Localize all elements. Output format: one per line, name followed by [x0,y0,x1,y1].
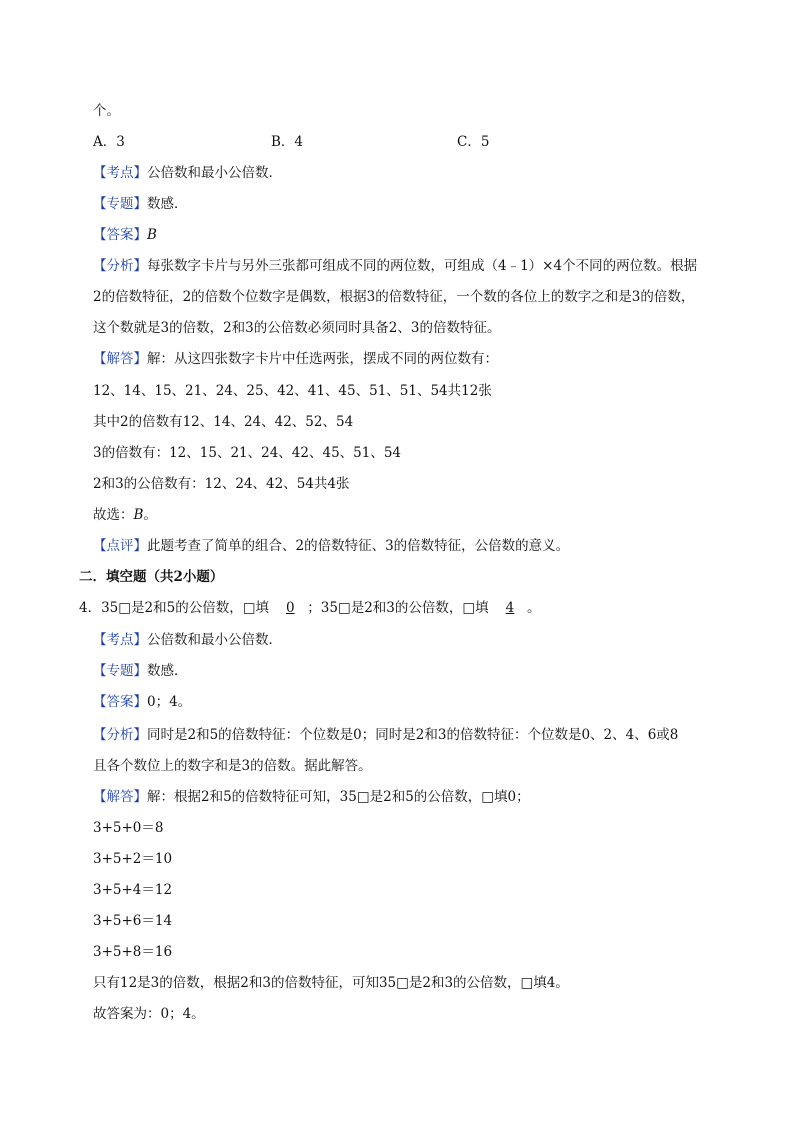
fenxi-tag: 【分析】 [93,258,147,274]
zhuanti-tag: 【专题】 [93,663,147,679]
q3-daan [93,225,157,245]
q3-fenxi-line-2: 2的倍数特征，2的倍数个位数字是偶数，根据3的倍数特征，一个数的各位上的数字之和是3的倍数， [93,289,695,305]
q3-jieda [93,349,498,369]
q4-stem-a: 4．35□是2和5的公倍数，□填 [79,600,269,616]
equation-2: 3+5+2＝10 [93,851,173,867]
q4-conclusion: 只有12是3的倍数，根据2和3的倍数特征，可知35□是2和3的公倍数，□填4。 [93,975,569,991]
q3-zhuanti [93,194,188,214]
jieda-tag: 【解答】 [93,351,147,367]
q4-blank-1: 0 [285,600,295,616]
equation-1: 3+5+0＝8 [93,820,164,836]
daan-text: B [147,227,157,243]
q4-fenxi-line-2: 且各个数位上的数字和是3的倍数。据此解答。 [93,758,372,774]
q3-jieda-line-1: 12、14、15、21、24、25、42、41、45、51、51、54共12张 [93,383,492,399]
q3-options [93,132,489,152]
daan-text: 0；4。 [147,694,192,710]
equation-5: 3+5+8＝16 [93,944,173,960]
dianping-text: 此题考查了简单的组合、2的倍数特征、3的倍数特征，公倍数的意义。 [147,538,570,554]
q3-fenxi-line-3: 这个数就是3的倍数，2和3的公倍数必须同时具备2、3的倍数特征。 [93,320,501,336]
q4-jieda [93,787,530,807]
q4-stem [79,598,540,618]
q3-lead: 个。 [93,103,120,119]
q3-kaodian [93,163,282,183]
guxuan-answer: B [133,507,144,523]
kaodian-tag: 【考点】 [93,165,147,181]
option-a: A．3 [93,134,125,150]
q3-jieda-line-2: 其中2的倍数有12、14、24、42、52、54 [93,414,354,430]
jieda-text: 解：从这四张数字卡片中任选两张，摆成不同的两位数有： [147,351,498,367]
zhuanti-text: 数感． [147,663,188,679]
q4-final-answer: 故答案为：0；4。 [93,1006,205,1022]
jieda-text: 解：根据2和5的倍数特征可知，35□是2和5的公倍数，□填0； [147,789,530,805]
daan-tag: 【答案】 [93,694,147,710]
q3-guxuan [93,505,157,525]
dianping-tag: 【点评】 [93,538,147,554]
q4-kaodian [93,630,282,650]
q4-stem-c: 。 [526,600,541,616]
jieda-tag: 【解答】 [93,789,147,805]
q4-daan [93,692,191,712]
zhuanti-tag: 【专题】 [93,196,147,212]
q4-blank-2: 4 [505,600,515,616]
kaodian-text: 公倍数和最小公倍数． [147,165,282,181]
kaodian-tag: 【考点】 [93,632,147,648]
fenxi-text: 同时是2和5的倍数特征：个位数是0；同时是2和3的倍数特征：个位数是0、2、4、6或8 [147,727,679,743]
q4-fenxi-line-1 [93,725,678,745]
zhuanti-text: 数感． [147,196,188,212]
q4-stem-b: ；35□是2和3的公倍数，□填 [307,600,489,616]
guxuan-prefix: 故选： [93,507,134,523]
q4-zhuanti [93,661,188,681]
section-heading: 二．填空题（共2小题） [79,569,224,585]
equation-3: 3+5+4＝12 [93,882,173,898]
fenxi-text: 每张数字卡片与另外三张都可组成不同的两位数，可组成（4﹣1）×4个不同的两位数。根据 [147,258,698,274]
q3-jieda-line-3: 3的倍数有：12、15、21、24、42、45、51、54 [93,445,402,461]
kaodian-text: 公倍数和最小公倍数． [147,632,282,648]
fenxi-tag: 【分析】 [93,727,147,743]
daan-tag: 【答案】 [93,227,147,243]
q3-fenxi-line-1 [93,256,697,276]
option-b: B．4 [271,134,304,150]
equation-4: 3+5+6＝14 [93,913,173,929]
q3-dianping [93,536,569,556]
option-c: C．5 [457,134,490,150]
guxuan-suffix: 。 [143,507,157,523]
q3-jieda-line-4: 2和3的公倍数有：12、24、42、54共4张 [93,476,350,492]
